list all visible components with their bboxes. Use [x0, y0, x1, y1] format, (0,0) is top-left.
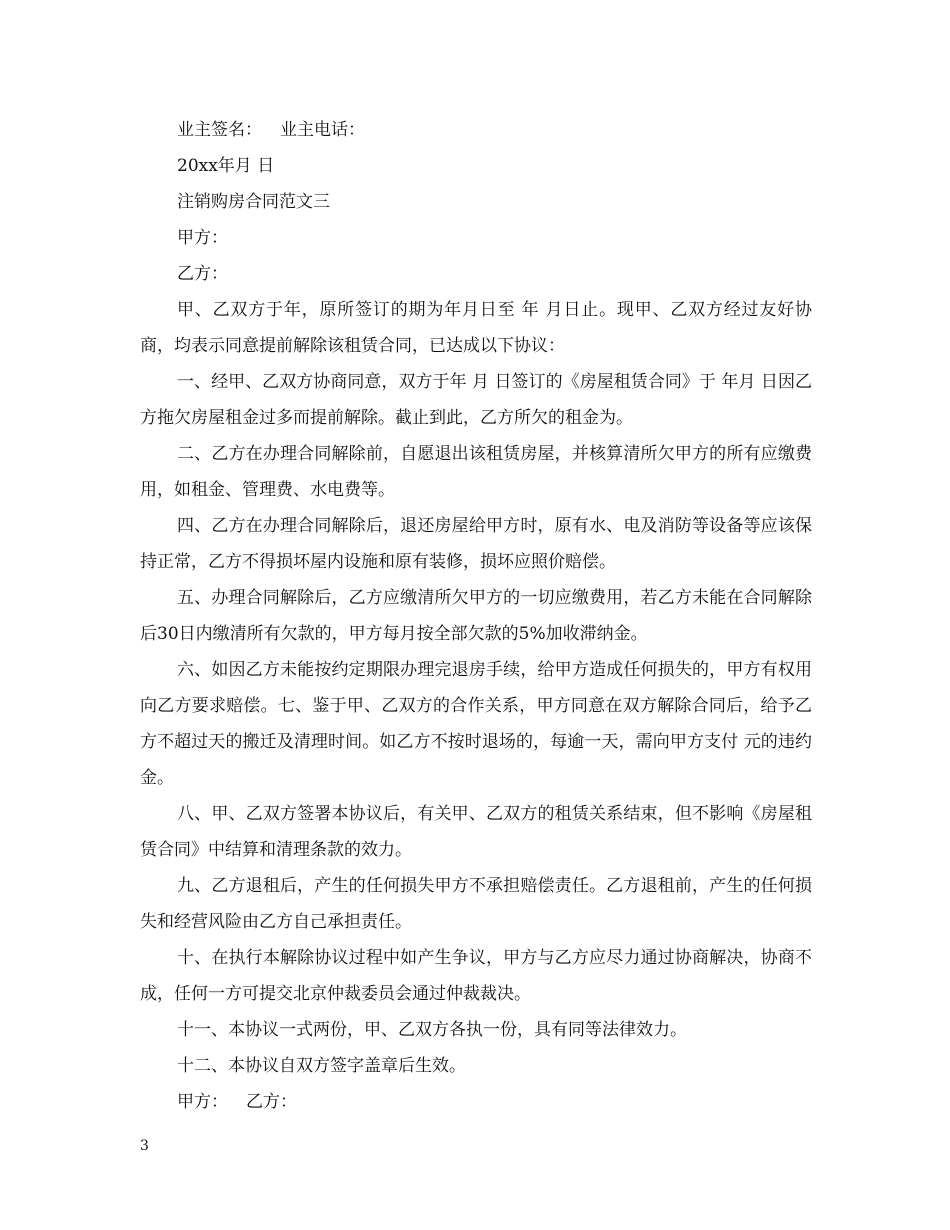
- footer-party-a-label: 甲方：: [177, 1092, 228, 1112]
- paragraph-clause-2: 二、乙方在办理合同解除前，自愿退出该租赁房屋，并核算清所欠甲方的所有应缴费用，如租金、管理费、水电费等。: [140, 444, 812, 500]
- document-body: [140, 112, 812, 1120]
- party-a-line: 甲方：: [177, 228, 228, 248]
- signature-line: [140, 1084, 812, 1120]
- paragraph-clause-12: 十二、本协议自双方签字盖章后生效。: [177, 1056, 466, 1076]
- paragraph-clause-10: 十、在执行本解除协议过程中如产生争议，甲方与乙方应尽力通过协商解决，协商不成，任何一方可提交北京仲裁委员会通过仲裁裁决。: [140, 948, 812, 1004]
- paragraph-clause-11: 十一、本协议一式两份，甲、乙双方各执一份，具有同等法律效力。: [177, 1020, 687, 1040]
- paragraph-clause-5: 五、办理合同解除后，乙方应缴清所欠甲方的一切应缴费用，若乙方未能在合同解除后30日内缴清所有欠款的，甲方每月按全部欠款的5%加收滞纳金。: [140, 588, 812, 644]
- paragraph-clause-1: 一、经甲、乙双方协商同意，双方于年 月 日签订的《房屋租赁合同》于 年月 日因乙方拖欠房屋租金过多而提前解除。截止到此，乙方所欠的租金为。: [140, 372, 812, 428]
- party-b-line: 乙方：: [177, 264, 228, 284]
- owner-signature-line: [140, 112, 812, 148]
- footer-party-b-label: 乙方：: [246, 1092, 297, 1112]
- paragraph-clause-6-7: 六、如因乙方未能按约定期限办理完退房手续，给甲方造成任何损失的，甲方有权用向乙方要求赔偿。七、鉴于甲、乙双方的合作关系，甲方同意在双方解除合同后，给予乙方不超过天的搬迁及清理时间。如乙方不按时退场的，每逾一天，需向甲方支付 元的违约金。: [140, 660, 812, 788]
- paragraph-clause-4: 四、乙方在办理合同解除后，退还房屋给甲方时，原有水、电及消防等设备等应该保持正常，乙方不得损坏屋内设施和原有装修，损坏应照价赔偿。: [140, 516, 812, 572]
- document-title: 注销购房合同范文三: [177, 192, 330, 212]
- paragraph-intro: 甲、乙双方于年，原所签订的期为年月日至 年 月日止。现甲、乙双方经过友好协商，均表示同意提前解除该租赁合同，已达成以下协议：: [140, 300, 812, 356]
- page-number: 3: [140, 1138, 149, 1154]
- owner-signature-label: 业主签名：: [177, 120, 262, 140]
- paragraph-clause-8: 八、甲、乙双方签署本协议后，有关甲、乙双方的租赁关系结束，但不影响《房屋租赁合同》中结算和清理条款的效力。: [140, 804, 812, 860]
- date-line: 20xx年月 日: [177, 156, 275, 176]
- owner-phone-label: 业主电话：: [280, 120, 365, 140]
- paragraph-clause-9: 九、乙方退租后，产生的任何损失甲方不承担赔偿责任。乙方退租前，产生的任何损失和经营风险由乙方自己承担责任。: [140, 876, 812, 932]
